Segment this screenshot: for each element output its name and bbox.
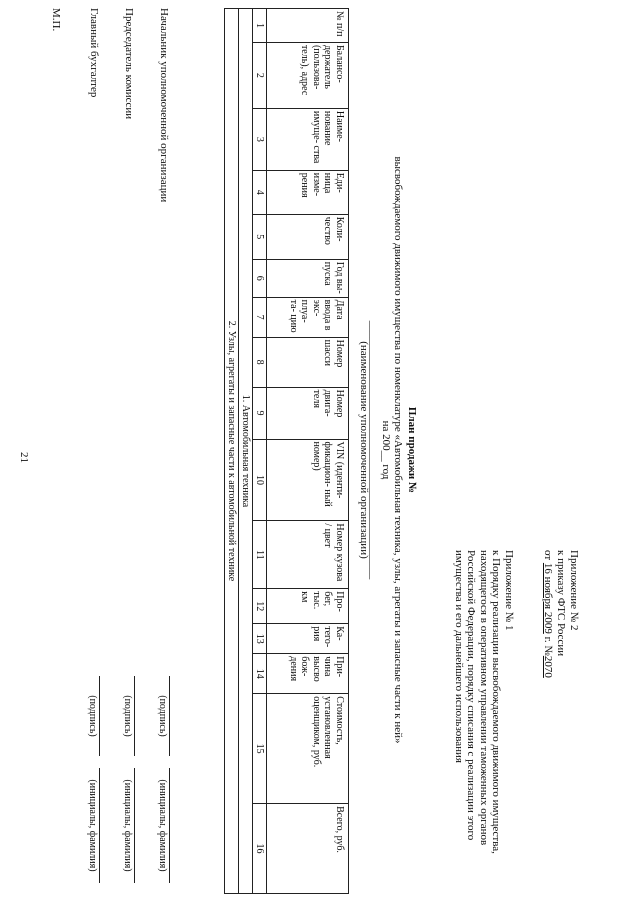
name-caption: (инициалы, фамилия) bbox=[157, 768, 170, 883]
name-caption: (инициалы, фамилия) bbox=[87, 768, 100, 883]
column-number-cell: 9 bbox=[253, 387, 267, 439]
table-header-cell: Всего, руб. bbox=[267, 804, 349, 894]
page-number: 21 bbox=[18, 452, 30, 463]
appendix-1-header bbox=[453, 550, 516, 880]
signature-accountant bbox=[80, 8, 100, 888]
column-number-cell: 7 bbox=[253, 297, 267, 337]
column-number-cell: 8 bbox=[253, 337, 267, 387]
column-number-cell: 15 bbox=[253, 694, 267, 804]
organization-underline: _______________________________________________ bbox=[368, 320, 380, 580]
column-number-cell: 12 bbox=[253, 589, 267, 624]
plan-title: План продажи № bbox=[406, 406, 418, 494]
table-header-row bbox=[267, 9, 349, 894]
table-header-cell: Ка- тего- рия bbox=[267, 624, 349, 654]
table-header-cell: Коли- чество bbox=[267, 214, 349, 259]
appendix-2-date: 16 ноября 2009 bbox=[542, 562, 554, 634]
column-number-cell: 6 bbox=[253, 259, 267, 297]
signature-caption: (подпись) bbox=[87, 676, 100, 756]
column-number-cell: 13 bbox=[253, 624, 267, 654]
appendix-2-year-suffix: г. bbox=[542, 636, 554, 643]
appendix-2-header bbox=[541, 550, 580, 678]
appendix-2-number: 2070 bbox=[542, 655, 554, 678]
signature-label: Начальник уполномоченной организации bbox=[158, 8, 170, 203]
appendix-2-date-line bbox=[541, 550, 554, 678]
column-number-cell: 4 bbox=[253, 170, 267, 214]
appendix-2-order: к приказу ФТС России bbox=[555, 550, 567, 657]
column-number-cell: 14 bbox=[253, 654, 267, 694]
signature-caption: (подпись) bbox=[157, 676, 170, 756]
name-caption: (инициалы, фамилия) bbox=[122, 768, 135, 883]
signature-chairman bbox=[115, 8, 135, 888]
table-header-cell: Дата ввода в экс- плуа- та- цию bbox=[267, 297, 349, 337]
table-header-cell: Номер кузова / цвет bbox=[267, 521, 349, 589]
column-number-cell: 5 bbox=[253, 214, 267, 259]
stamp-mark: М.П. bbox=[50, 8, 62, 32]
table-header-cell: Номер шасси bbox=[267, 337, 349, 387]
table-header-cell: Год вы- пуска bbox=[267, 259, 349, 297]
signature-head bbox=[150, 8, 170, 888]
column-number-cell: 1 bbox=[253, 9, 267, 43]
section-title: 2. Узлы, агрегаты и запасные части к автомобильной технике bbox=[225, 9, 239, 894]
table-header-cell: При- чина высво бож- дения bbox=[267, 654, 349, 694]
table-header-cell: Балансо- держатель (пользова- тель), адрес bbox=[267, 42, 349, 108]
organization-line bbox=[358, 0, 378, 900]
signature-label: Главный бухгалтер bbox=[88, 8, 100, 98]
organization-caption: (наименование уполномоченной организации) bbox=[358, 341, 370, 559]
plan-subtitle-line1: высвобождаемого движимого имущества по номенклатуре «Автомобильная техника, узлы, агрегаты и запасные части к ней» bbox=[392, 156, 404, 744]
table-header-cell: VIN (иденти- фикацион- ный номер) bbox=[267, 439, 349, 521]
column-number-cell: 2 bbox=[253, 42, 267, 108]
appendix-2-no-label: № bbox=[542, 645, 554, 656]
signature-caption: (подпись) bbox=[122, 676, 135, 756]
section-row-parts bbox=[225, 9, 239, 894]
column-number-cell: 3 bbox=[253, 108, 267, 170]
table-header-cell: Стоимость, установленная оценщиком, руб. bbox=[267, 694, 349, 804]
appendix-2-title: Приложение № 2 bbox=[568, 550, 580, 631]
plan-table bbox=[224, 8, 349, 894]
table-header-cell: Еди- ница изме- рения bbox=[267, 170, 349, 214]
table-header-cell: № п/п bbox=[267, 9, 349, 43]
column-number-cell: 10 bbox=[253, 439, 267, 521]
section-title: 1. Автомобильная техника bbox=[239, 9, 253, 894]
appendix-2-from: от bbox=[542, 550, 554, 561]
plan-subtitle-line2: на 200__ год bbox=[380, 420, 392, 480]
appendix-1-title: Приложение № 1 bbox=[503, 550, 515, 631]
table-header-cell: Номер двига- теля bbox=[267, 387, 349, 439]
plan-subtitle bbox=[380, 0, 404, 900]
section-row-vehicles bbox=[239, 9, 253, 894]
table-header-cell: Наиме- нование имуще- ства bbox=[267, 108, 349, 170]
signature-label: Председатель комиссии bbox=[123, 8, 135, 120]
table-number-row bbox=[253, 9, 267, 894]
appendix-1-text: к Порядку реализации высвобождаемого движимого имущества, находящегося в оперативном управлении таможенных органов Российской Федерации, порядку списания с реализации этого имущества и его дальнейшего использования bbox=[453, 550, 503, 854]
table-header-cell: Про- бег, тыс. км bbox=[267, 589, 349, 624]
column-number-cell: 16 bbox=[253, 804, 267, 894]
column-number-cell: 11 bbox=[253, 521, 267, 589]
